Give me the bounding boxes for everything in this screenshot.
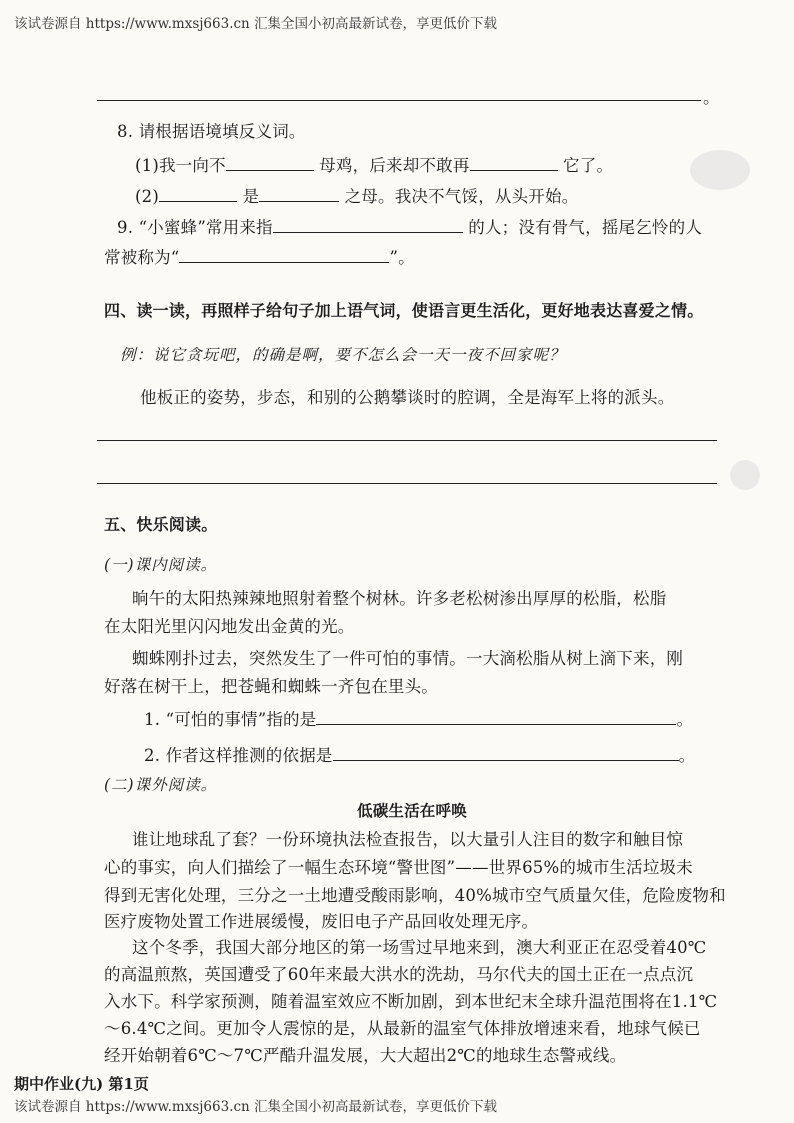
q9-l2-b: ”。 bbox=[389, 248, 415, 267]
q8-line-2 bbox=[135, 183, 578, 207]
article-title: 低碳生活在呼唤 bbox=[357, 801, 467, 820]
q7-period: 。 bbox=[703, 88, 720, 107]
q8-l1-a: (1)我一向不 bbox=[135, 156, 226, 175]
reading-q2-text: 2. 作者这样推测的依据是 bbox=[144, 746, 333, 765]
q8-title: 8. 请根据语境填反义词。 bbox=[117, 122, 306, 141]
q8-blank-2[interactable] bbox=[470, 153, 558, 171]
q8-blank-3[interactable] bbox=[159, 184, 237, 202]
reading-q1-blank[interactable] bbox=[316, 707, 676, 725]
p2-line-2: 好落在树干上，把苍蝇和蜘蛛一齐包在里头。 bbox=[104, 677, 438, 696]
article-p2-line-2: 的高温煎熬，英国遭受了60年来最大洪水的洗劫，马尔代夫的国土正在一点点沉 bbox=[104, 965, 694, 984]
section-4-sentence: 他板正的姿势，步态，和别的公鹅攀谈时的腔调，全是海军上将的派头。 bbox=[140, 388, 675, 407]
q8-blank-4[interactable] bbox=[259, 184, 339, 202]
p1-line-2: 在太阳光里闪闪地发出金黄的光。 bbox=[104, 617, 355, 636]
q9-l2-a: 常被称为“ bbox=[104, 248, 180, 267]
p2-line-1: 蜘蛛刚扑过去，突然发生了一件可怕的事情。一大滴松脂从树上滴下来，刚 bbox=[132, 649, 684, 668]
part-2-title: (二)课外阅读。 bbox=[104, 776, 218, 794]
article-p2-line-4: ～6.4℃之间。更加令人震惊的是，从最新的温室气体排放增速来看，地球气候已 bbox=[104, 1019, 701, 1038]
part-1-title: (一)课内阅读。 bbox=[104, 556, 218, 574]
q8-line-1 bbox=[135, 152, 613, 176]
reading-q2-end: 。 bbox=[678, 746, 696, 765]
page-footer: 期中作业(九) 第1页 bbox=[14, 1075, 149, 1093]
q9-line-2 bbox=[104, 244, 415, 268]
q7-answer-line bbox=[97, 100, 701, 101]
article-p1-line-2: 心的事实，向人们描绘了一幅生态环境“警世图”——世界65%的城市生活垃圾未 bbox=[104, 858, 693, 877]
top-watermark: 该试卷源自 https://www.mxsj663.cn 汇集全国小初高最新试卷，享更低价下载 bbox=[14, 16, 498, 32]
bottom-watermark: 该试卷源自 https://www.mxsj663.cn 汇集全国小初高最新试卷，享更低价下载 bbox=[14, 1099, 498, 1115]
article-p1-line-1: 谁让地球乱了套？一份环境执法检查报告，以大量引人注目的数字和触目惊 bbox=[132, 830, 684, 849]
p1-line-1: 晌午的太阳热辣辣地照射着整个树林。许多老松树渗出厚厚的松脂，松脂 bbox=[132, 589, 667, 608]
article-p1-line-4: 医疗废物处置工作进展缓慢，废旧电子产品回收处理无序。 bbox=[104, 912, 539, 931]
scan-smudge bbox=[690, 150, 750, 190]
reading-q1 bbox=[144, 706, 693, 730]
reading-q1-end: 。 bbox=[676, 710, 694, 729]
article-p2-line-3: 入水下。科学家预测，随着温室效应不断加剧，到本世纪末全球升温范围将在1.1℃ bbox=[104, 992, 718, 1011]
q8-l2-a: (2) bbox=[135, 187, 159, 206]
q8-l2-b: 是 bbox=[242, 187, 260, 206]
q8-l2-c: 之母。我决不气馁，从头开始。 bbox=[344, 187, 579, 206]
article-p2-line-1: 这个冬季，我国大部分地区的第一场雪过早地来到，澳大利亚正在忍受着40℃ bbox=[132, 938, 707, 957]
section-4-answer-line-2[interactable] bbox=[97, 483, 717, 484]
section-4-title: 四、读一读，再照样子给句子加上语气词，使语言更生活化，更好地表达喜爱之情。 bbox=[104, 301, 704, 320]
reading-q2-blank[interactable] bbox=[333, 743, 679, 761]
q8-l1-c: 它了。 bbox=[563, 156, 614, 175]
q8-blank-1[interactable] bbox=[226, 153, 314, 171]
reading-q1-text: 1. “可怕的事情”指的是 bbox=[144, 710, 317, 729]
article-p2-line-5: 经开始朝着6℃～7℃严酷升温发展，大大超出2℃的地球生态警戒线。 bbox=[104, 1046, 627, 1065]
section-4-example: 例：说它贪玩吧，的确是啊，要不怎么会一天一夜不回家呢？ bbox=[120, 346, 566, 364]
section-4-answer-line-1[interactable] bbox=[97, 440, 717, 441]
q9-blank-1[interactable] bbox=[273, 215, 463, 233]
q8-l1-b: 母鸡，后来却不敢再 bbox=[319, 156, 470, 175]
reading-q2 bbox=[144, 742, 695, 766]
article-p1-line-3: 得到无害化处理，三分之一土地遭受酸雨影响，40%城市空气质量欠佳，危险废物和 bbox=[104, 886, 726, 905]
scan-smudge bbox=[730, 460, 760, 490]
q9-l1-a: 9. “小蜜蜂”常用来指 bbox=[117, 218, 273, 237]
q9-l1-b: 的人；没有骨气，摇尾乞怜的人 bbox=[468, 218, 703, 237]
q9-line-1 bbox=[117, 214, 702, 238]
q9-blank-2[interactable] bbox=[179, 245, 389, 263]
section-5-title: 五、快乐阅读。 bbox=[104, 515, 218, 534]
